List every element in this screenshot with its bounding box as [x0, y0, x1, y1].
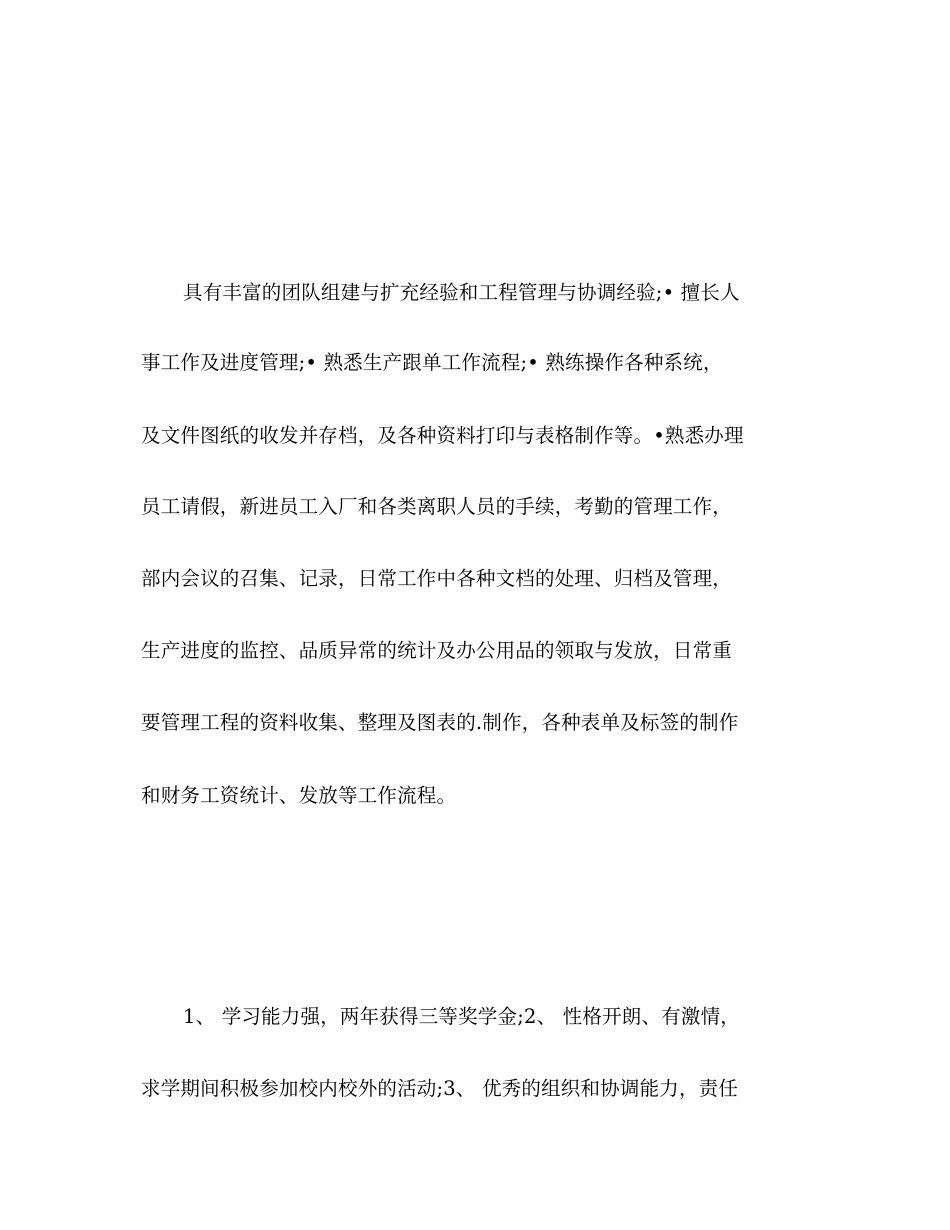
paragraph-line: 和财务工资统计、发放等工作流程。	[141, 784, 457, 807]
paragraph-line: 生产进度的监控、品质异常的统计及办公用品的领取与发放，日常重	[141, 639, 733, 662]
paragraph-line: 员工请假，新进员工入厂和各类离职人员的手续，考勤的管理工作，	[141, 495, 733, 518]
paragraph-line: 部内会议的召集、记录，日常工作中各种文档的处理、归档及管理，	[141, 567, 733, 590]
paragraph-line: 具有丰富的团队组建与扩充经验和工程管理与协调经验;• 擅长人	[183, 281, 740, 304]
paragraph-line: 及文件图纸的收发并存档，及各种资料打印与表格制作等。•熟悉办理	[141, 424, 744, 447]
paragraph-line: 要管理工程的资料收集、整理及图表的.制作，各种表单及标签的制作	[141, 711, 739, 734]
paragraph-line: 事工作及进度管理;• 熟悉生产跟单工作流程;• 熟练操作各种系统，	[141, 351, 723, 374]
paragraph-line: 1、 学习能力强，两年获得三等奖学金;2、 性格开朗、有激情，	[183, 1005, 740, 1028]
paragraph-line: 求学期间积极参加校内校外的活动;3、 优秀的组织和协调能力，责任	[141, 1077, 739, 1100]
